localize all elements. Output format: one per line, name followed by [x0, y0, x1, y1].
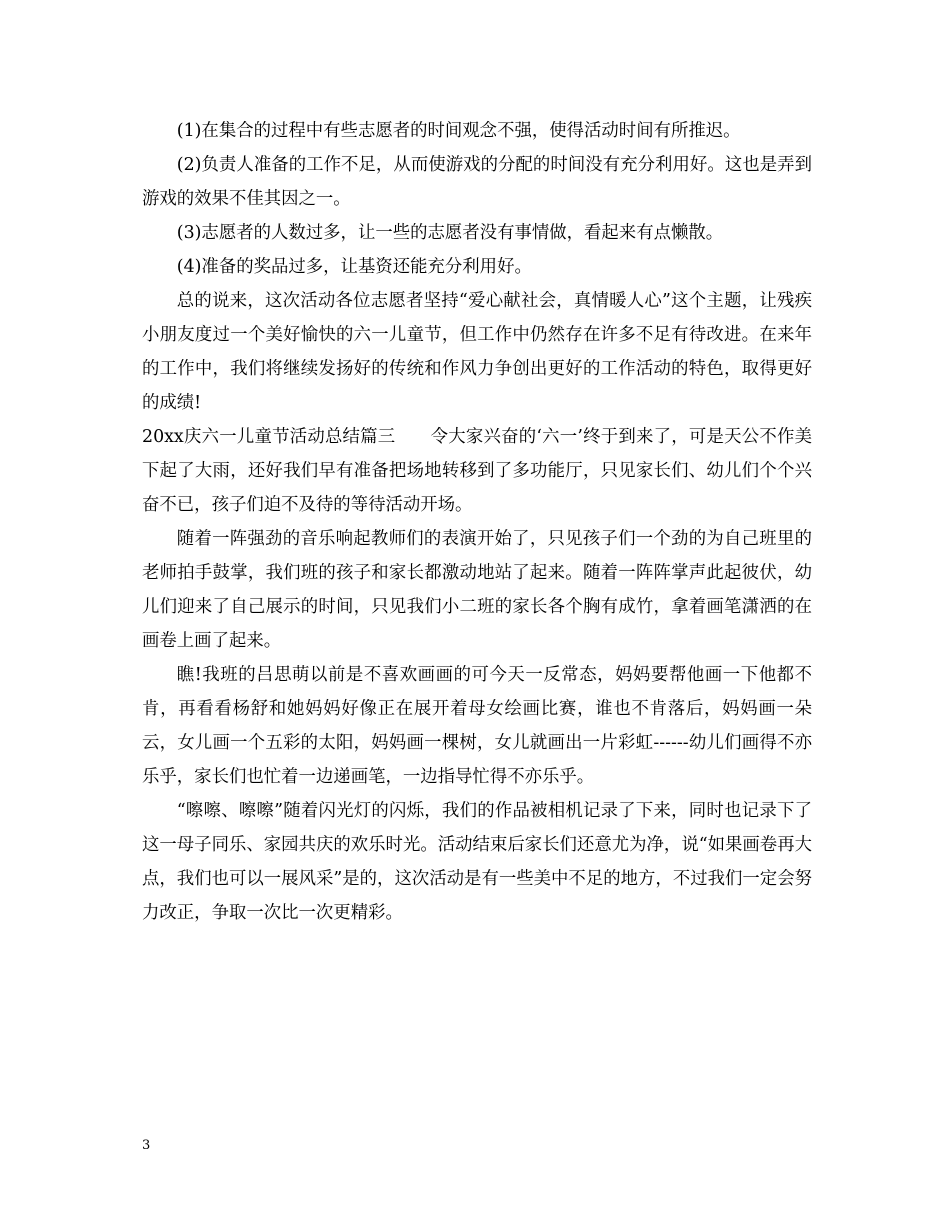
paragraph-9: “嚓嚓、嚓嚓”随着闪光灯的闪烁，我们的作品被相机记录了下来，同时也记录下了这一母子同乐、家园共庆的欢乐时光。活动结束后家长们还意尤为净，说“如果画卷再大点，我们也可以一展风采”是的，这次活动是有一些美中不足的地方，不过我们一定会努力改正，争取一次比一次更精彩。 [142, 801, 812, 923]
paragraph-7: 随着一阵强劲的音乐响起教师们的表演开始了，只见孩子们一个劲的为自己班里的老师拍手鼓掌，我们班的孩子和家长都激动地站了起来。随着一阵阵掌声此起彼伏，幼儿们迎来了自己展示的时间，只见我们小二班的家长各个胸有成竹，拿着画笔潇洒的在画卷上画了起来。 [142, 529, 812, 651]
page-number: 3 [142, 1138, 151, 1153]
paragraph-3: (3)志愿者的人数过多，让一些的志愿者没有事情做，看起来有点懒散。 [176, 223, 724, 243]
paragraph-4: (4)准备的奖品过多，让基资还能充分利用好。 [176, 257, 532, 277]
paragraph-5: 总的说来，这次活动各位志愿者坚持“爱心献社会，真情暖人心”这个主题，让残疾小朋友度过一个美好愉快的六一儿童节，但工作中仍然存在许多不足有待改进。在来年的工作中，我们将继续发扬好的传统和作风力争创出更好的工作活动的特色，取得更好的成绩! [142, 291, 812, 413]
paragraph-1: (1)在集合的过程中有些志愿者的时间观念不强，使得活动时间有所推迟。 [176, 121, 741, 141]
paragraph-8: 瞧!我班的吕思萌以前是不喜欢画画的可今天一反常态，妈妈要帮他画一下他都不肯，再看看杨舒和她妈妈好像正在展开着母女绘画比赛，谁也不肯落后，妈妈画一朵云，女儿画一个五彩的太阳，妈妈画一棵树，女儿就画出一片彩虹------幼儿们画得不亦乐乎，家长们也忙着一边递画笔，一边指导忙得不亦乐乎。 [142, 665, 812, 787]
paragraph-2: (2)负责人准备的工作不足，从而使游戏的分配的时间没有充分利用好。这也是弄到游戏的效果不佳其因之一。 [142, 155, 812, 209]
section-heading-paragraph: 20xx庆六一儿童节活动总结篇三 令大家兴奋的‘六一’终于到来了，可是天公不作美下起了大雨，还好我们早有准备把场地转移到了多功能厅，只见家长们、幼儿们个个兴奋不已，孩子们迫不及待的等待活动开场。 [142, 427, 812, 515]
document-body [142, 114, 812, 930]
